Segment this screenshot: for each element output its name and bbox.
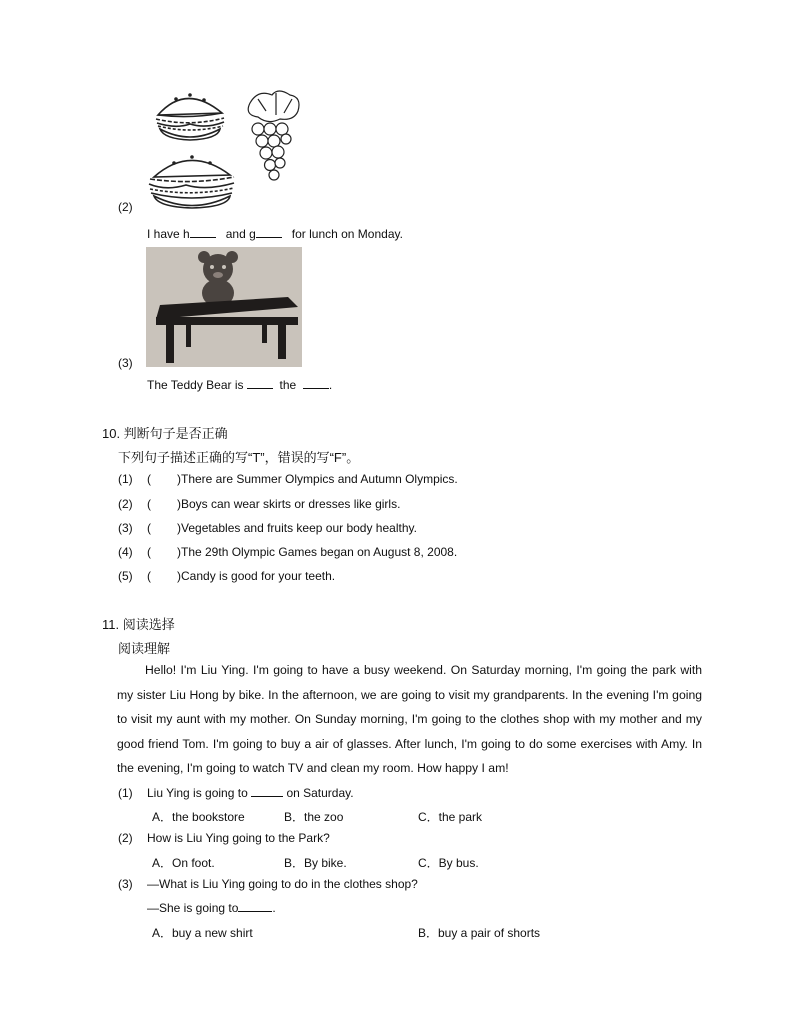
q11-q2-stem: How is Liu Ying going to the Park? (147, 831, 330, 845)
q11-q1-stem-b: on Saturday. (286, 786, 354, 800)
option-a[interactable]: A．On foot. (152, 856, 215, 870)
q11-q2-number: (2) (118, 831, 133, 845)
q11-q1-number: (1) (118, 786, 133, 800)
q11-q1-stem (147, 786, 354, 800)
q10-item-number: (2) (118, 497, 133, 511)
q10-item (118, 545, 458, 559)
q10-item-number: (4) (118, 545, 133, 559)
answer-parenthesis-open[interactable]: ( (147, 497, 151, 511)
answer-blank[interactable] (247, 378, 273, 389)
answer-parenthesis-open[interactable]: ( (147, 545, 151, 559)
q10-item (118, 497, 401, 511)
reading-passage-text: Hello! I'm Liu Ying. I'm going to have a busy weekend. On Saturday morning, I'm going the park with my sister Liu Hong by bike. In the afternoon, we are going to visit my grandparents. In the evening I'm going to visit my aunt with my mother. On Sunday morning, I'm going to the clothes shop with my mother and my good friend Tom. I'm going to buy a air of glasses. After lunch, I'm going to do some exercises with Amy. In the evening, I'm going to watch TV and clean my room. How happy I am! (117, 663, 702, 776)
option-b[interactable]: B．By bike. (284, 856, 347, 870)
option-b[interactable]: B．the zoo (284, 810, 344, 824)
answer-parenthesis-close: ) (177, 545, 181, 559)
answer-parenthesis-close: ) (177, 569, 181, 583)
answer-blank[interactable] (238, 901, 272, 912)
q10-item (118, 472, 458, 486)
answer-parenthesis-close: ) (177, 521, 181, 535)
grapes-icon (248, 91, 299, 180)
q10-item-text: Candy is good for your teeth. (181, 569, 336, 583)
q9-item2-text-c: for lunch on Monday. (291, 227, 403, 241)
q10-item-text: Vegetables and fruits keep our body healthy. (181, 521, 417, 535)
q9-item3-text-c: . (328, 378, 333, 392)
answer-parenthesis-close: ) (177, 472, 181, 486)
q11-q3-stem: —What is Liu Ying going to do in the clothes shop? (147, 877, 418, 891)
option-c[interactable]: C．By bus. (418, 856, 479, 870)
q10-item (118, 569, 336, 583)
answer-parenthesis-close: ) (177, 497, 181, 511)
answer-blank[interactable] (256, 227, 282, 238)
option-b[interactable]: B．buy a pair of shorts (418, 926, 541, 940)
q10-item-text: The 29th Olympic Games began on August 8, 2008. (181, 545, 458, 559)
q10-item-text: There are Summer Olympics and Autumn Olympics. (181, 472, 458, 486)
sandwich-icon (149, 156, 234, 208)
q10-item (118, 521, 417, 535)
q10-title: 10. 判断句子是否正确 (102, 426, 228, 441)
q9-item2-number: (2) (118, 200, 133, 214)
q9-item2-text-b: and g (225, 227, 256, 241)
hamburger-icon (156, 94, 224, 140)
q10-item-text: Boys can wear skirts or dresses like girls. (181, 497, 401, 511)
answer-parenthesis-open[interactable]: ( (147, 569, 151, 583)
q11-q3-answer-line (147, 901, 276, 915)
reading-passage (117, 658, 702, 781)
q9-item2-sentence (147, 227, 403, 241)
q11-q3-answer-a: —She is going to (147, 901, 239, 915)
answer-blank[interactable] (251, 786, 283, 797)
q11-q3-answer-b: . (272, 901, 276, 915)
teddy-bear-table-photo (146, 247, 302, 367)
q10-item-number: (1) (118, 472, 133, 486)
q9-item3-sentence (147, 378, 332, 392)
q9-item3-text-a: The Teddy Bear is (147, 378, 244, 392)
answer-blank[interactable] (190, 227, 216, 238)
q11-title: 11. 阅读选择 (102, 617, 175, 632)
option-a[interactable]: A．the bookstore (152, 810, 245, 824)
q10-instruction: 下列句子描述正确的写“T”，错误的写“F”。 (118, 450, 360, 465)
answer-blank[interactable] (303, 378, 329, 389)
q9-item3-number: (3) (118, 356, 133, 370)
q11-q3-number: (3) (118, 877, 133, 891)
q11-q1-stem-a: Liu Ying is going to (147, 786, 248, 800)
q10-item-number: (3) (118, 521, 133, 535)
answer-parenthesis-open[interactable]: ( (147, 472, 151, 486)
q11-subtitle: 阅读理解 (118, 641, 171, 656)
hamburger-grapes-illustration (146, 85, 306, 213)
option-a[interactable]: A．buy a new shirt (152, 926, 253, 940)
option-c[interactable]: C．the park (418, 810, 483, 824)
q10-item-number: (5) (118, 569, 133, 583)
answer-parenthesis-open[interactable]: ( (147, 521, 151, 535)
q9-item2-text-a: I have h (147, 227, 190, 241)
q9-item3-text-b: the (279, 378, 297, 392)
